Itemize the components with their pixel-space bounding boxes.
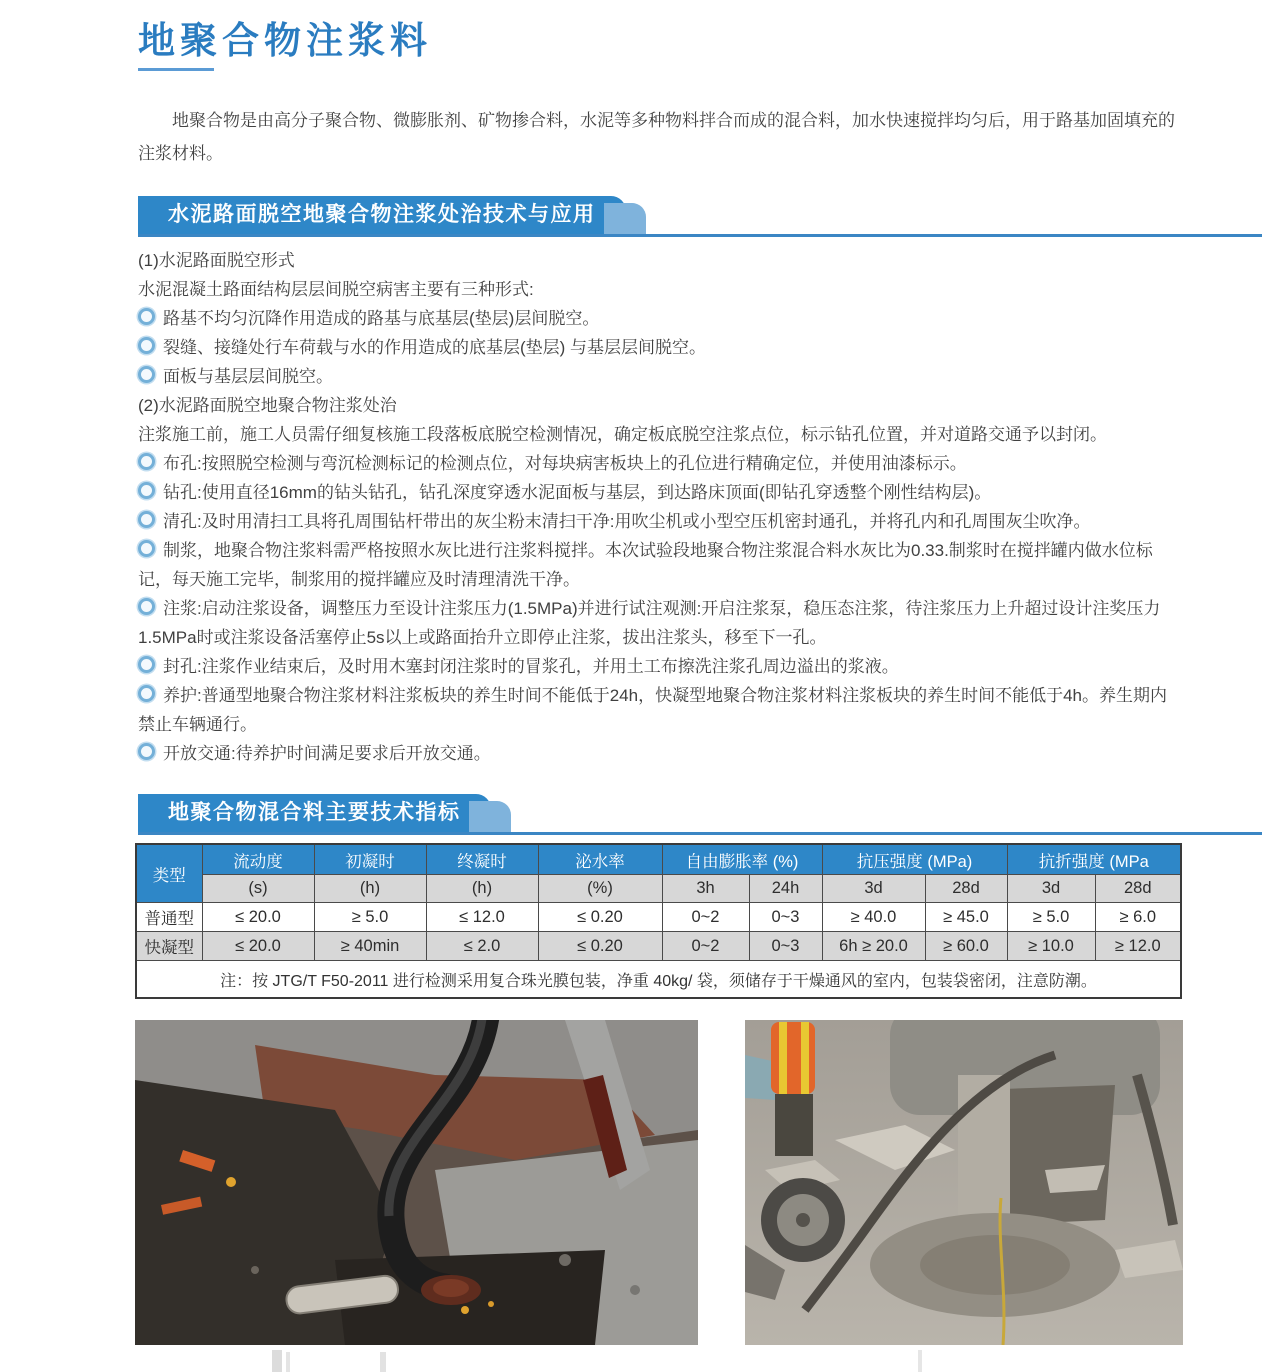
section2-banner-rule — [138, 832, 1262, 835]
value-cell: ≤ 20.0 — [202, 903, 314, 932]
header-fluidity: 流动度 — [202, 844, 314, 875]
value-cell: ≥ 6.0 — [1095, 903, 1181, 932]
body-line — [138, 449, 1180, 478]
body-line — [138, 275, 1180, 304]
cutoff-content-mark — [380, 1352, 386, 1372]
value-cell: ≤ 12.0 — [426, 903, 538, 932]
body-line-text: (1)水泥路面脱空形式 — [138, 251, 295, 270]
bullet-ring-icon — [138, 511, 155, 528]
unit-cell: (h) — [426, 875, 538, 903]
title-underline — [138, 68, 214, 71]
body-line-text: 注浆施工前，施工人员需仔细复核施工段落板底脱空检测情况，确定板底脱空注浆点位，标示钻孔位置，并对道路交通予以封闭。 — [138, 425, 1107, 444]
body-line-text: 制浆，地聚合物注浆料需严格按照水灰比进行注浆料搅拌。本次试验段地聚合物注浆混合料水灰比为0.33.制浆时在搅拌罐内做水位标记，每天施工完毕，制浆用的搅拌罐应及时清理清洗干净。 — [138, 541, 1153, 589]
unit-cell: (%) — [538, 875, 662, 903]
value-cell: 0~3 — [749, 903, 822, 932]
bullet-ring-icon — [138, 453, 155, 470]
body-line-text: 清孔:及时用清扫工具将孔周围钻杆带出的灰尘粉末清扫干净:用吹尘机或小型空压机密封通孔，并将孔内和孔周围灰尘吹净。 — [163, 512, 1091, 531]
value-cell: ≤ 2.0 — [426, 932, 538, 961]
section1-banner-label: 水泥路面脱空地聚合物注浆处治技术与应用 — [168, 203, 596, 226]
photo-grouting-worksite — [745, 1020, 1183, 1345]
unit-cell: 3d — [822, 875, 925, 903]
body-line-text: 面板与基层层间脱空。 — [163, 367, 333, 386]
bullet-ring-icon — [138, 540, 155, 557]
bullet-ring-icon — [138, 685, 155, 702]
value-cell: ≤ 0.20 — [538, 903, 662, 932]
row-type-label: 普通型 — [136, 903, 202, 932]
bullet-ring-icon — [138, 308, 155, 325]
value-cell: 6h ≥ 20.0 — [822, 932, 925, 961]
section1-banner-row — [138, 196, 1262, 237]
body-line-text: 裂缝、接缝处行车荷载与水的作用造成的底基层(垫层) 与基层层间脱空。 — [163, 338, 707, 357]
unit-cell: (s) — [202, 875, 314, 903]
unit-cell: 3h — [662, 875, 749, 903]
body-line-text: 养护:普通型地聚合物注浆材料注浆板块的养生时间不能低于24h，快凝型地聚合物注浆材料注浆板块的养生时间不能低于4h。养生期内禁止车辆通行。 — [138, 686, 1167, 734]
body-line-text: 封孔:注浆作业结束后，及时用木塞封闭注浆时的冒浆孔，并用土工布擦洗注浆孔周边溢出的浆液。 — [163, 657, 899, 676]
cutoff-content-mark — [272, 1350, 282, 1372]
row-type-label: 快凝型 — [136, 932, 202, 961]
value-cell: ≥ 60.0 — [925, 932, 1007, 961]
body-line-text: 水泥混凝土路面结构层层间脱空病害主要有三种形式: — [138, 280, 534, 299]
body-line — [138, 478, 1180, 507]
body-line — [138, 246, 1180, 275]
body-line-text: 开放交通:待养护时间满足要求后开放交通。 — [163, 744, 491, 763]
value-cell: ≥ 40.0 — [822, 903, 925, 932]
section1-banner — [138, 196, 626, 234]
table-note: 注：按 JTG/T F50-2011 进行检测采用复合珠光膜包装，净重 40kg/ 袋，须储存于干燥通风的室内，包装袋密闭，注意防潮。 — [136, 961, 1181, 999]
section1-banner-rule — [138, 234, 1262, 237]
bullet-ring-icon — [138, 482, 155, 499]
header-compressive: 抗压强度 (MPa) — [822, 844, 1007, 875]
body-line-text: 路基不均匀沉降作用造成的路基与底基层(垫层)层间脱空。 — [163, 309, 600, 328]
unit-cell: (h) — [314, 875, 426, 903]
unit-cell: 28d — [925, 875, 1007, 903]
body-line-text: 钻孔:使用直径16mm的钻头钻孔，钻孔深度穿透水泥面板与基层，到达路床顶面(即钻孔穿透整个刚性结构层)。 — [163, 483, 992, 502]
page-title: 地聚合物注浆料 — [138, 20, 432, 61]
body-line — [138, 739, 1180, 768]
unit-cell: 3d — [1007, 875, 1095, 903]
procedure-text — [138, 246, 1180, 768]
value-cell: ≥ 5.0 — [1007, 903, 1095, 932]
value-cell: ≥ 45.0 — [925, 903, 1007, 932]
table-header-row — [136, 844, 1181, 875]
header-flexural: 抗折强度 (MPa — [1007, 844, 1181, 875]
header-free-expansion: 自由膨胀率 (%) — [662, 844, 822, 875]
header-initial-set: 初凝时 — [314, 844, 426, 875]
bullet-ring-icon — [138, 656, 155, 673]
body-line — [138, 681, 1180, 739]
value-cell: ≥ 10.0 — [1007, 932, 1095, 961]
body-line — [138, 652, 1180, 681]
unit-cell: 28d — [1095, 875, 1181, 903]
photo-grout-hose-on-pavement — [135, 1020, 698, 1345]
bullet-ring-icon — [138, 366, 155, 383]
bullet-ring-icon — [138, 598, 155, 615]
cutoff-content-mark — [286, 1352, 290, 1372]
spec-table — [135, 843, 1182, 999]
cutoff-content-mark — [918, 1350, 922, 1372]
bullet-ring-icon — [138, 743, 155, 760]
value-cell: 0~2 — [662, 932, 749, 961]
section2-banner-row — [138, 794, 1262, 835]
table-units-row — [136, 875, 1181, 903]
bullet-ring-icon — [138, 337, 155, 354]
value-cell: ≥ 40min — [314, 932, 426, 961]
intro-paragraph: 地聚合物是由高分子聚合物、微膨胀剂、矿物掺合料，水泥等多种物料拌合而成的混合料，加水快速搅拌均匀后，用于路基加固填充的注浆材料。 — [138, 111, 1175, 163]
value-cell: 0~3 — [749, 932, 822, 961]
table-row-normal-type — [136, 903, 1181, 932]
photo-grout-hose-illustration — [135, 1020, 698, 1345]
value-cell: ≤ 20.0 — [202, 932, 314, 961]
unit-cell: 24h — [749, 875, 822, 903]
section2-banner-label: 地聚合物混合料主要技术指标 — [168, 801, 461, 824]
photo-grouting-worksite-illustration — [745, 1020, 1183, 1345]
value-cell: ≥ 5.0 — [314, 903, 426, 932]
body-line — [138, 594, 1180, 652]
value-cell: ≤ 0.20 — [538, 932, 662, 961]
body-line — [138, 536, 1180, 594]
table-note-row — [136, 961, 1181, 999]
value-cell: 0~2 — [662, 903, 749, 932]
section2-banner — [138, 794, 491, 832]
body-line — [138, 333, 1180, 362]
body-line-text: 注浆:启动注浆设备，调整压力至设计注浆压力(1.5MPa)并进行试注观测:开启注浆泵，稳压态注浆，待注浆压力上升超过设计注奖压力1.5MPa时或注浆设备活塞停止5s以上或路面抬升立即停止注浆，拔出注浆头，移至下一孔。 — [138, 599, 1161, 647]
body-line-text: (2)水泥路面脱空地聚合物注浆处治 — [138, 396, 397, 415]
body-line — [138, 507, 1180, 536]
header-type: 类型 — [136, 844, 202, 903]
header-final-set: 终凝时 — [426, 844, 538, 875]
table-row-fast-type — [136, 932, 1181, 961]
body-line — [138, 391, 1180, 420]
body-line — [138, 304, 1180, 333]
body-line — [138, 362, 1180, 391]
body-line — [138, 420, 1180, 449]
body-line-text: 布孔:按照脱空检测与弯沉检测标记的检测点位，对每块病害板块上的孔位进行精确定位，并使用油漆标示。 — [163, 454, 967, 473]
value-cell: ≥ 12.0 — [1095, 932, 1181, 961]
header-bleeding: 泌水率 — [538, 844, 662, 875]
